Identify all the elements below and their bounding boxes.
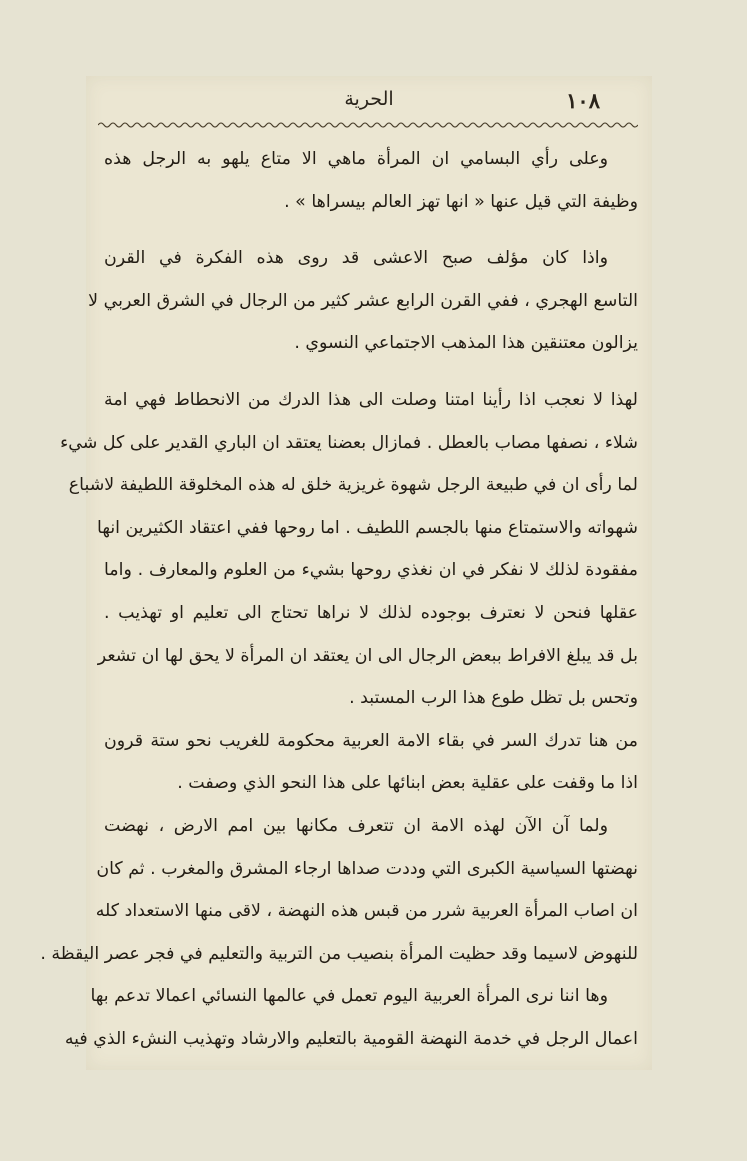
- text-line: وتحس بل تظل طوع هذا الرب المستبد .: [349, 688, 638, 709]
- text-line: وها اننا نرى المرأة العربية اليوم تعمل في عالمها النسائي اعمالا تدعم بها: [90, 986, 608, 1007]
- paragraph-5: [40, 805, 638, 975]
- page-number: ١٠٨: [566, 88, 600, 113]
- page-header: [86, 86, 652, 120]
- text-line: وظيفة التي قيل عنها « انها تهز العالم بيسراها » .: [284, 191, 638, 212]
- text-line: مفقودة لذلك لا نفكر في ان نغذي روحها بشيء من العلوم والمعارف . واما: [104, 560, 638, 581]
- paragraph-6: [64, 975, 638, 1060]
- text-line: شهواته والاستمتاع منها بالجسم اللطيف . اما روحها ففي اعتقاد الكثيرين انها: [97, 517, 638, 538]
- text-line: التاسع الهجري ، ففي القرن الرابع عشر كثير من الرجال في الشرق العربي لا: [88, 290, 638, 311]
- paragraph-4: [104, 720, 638, 805]
- paragraph-3: [60, 379, 638, 720]
- page-body: [40, 138, 638, 1060]
- text-line: بل قد يبلغ الافراط ببعض الرجال الى ان يعتقد ان المرأة لا يحق لها ان تشعر: [97, 645, 638, 666]
- text-line: ولما آن الآن لهذه الامة ان تتعرف مكانها بين امم الارض ، نهضت: [104, 815, 608, 836]
- text-line: للنهوض لاسيما وقد حظيت المرأة بنصيب من التربية والتعليم في فجر عصر اليقظة .: [40, 943, 638, 964]
- text-line: لهذا لا نعجب اذا رأينا امتنا وصلت الى هذا الدرك من الانحطاط فهي امة: [104, 389, 638, 410]
- text-line: اعمال الرجل في خدمة النهضة القومية بالتعليم والارشاد وتهذيب النشء الذي فيه: [64, 1028, 638, 1049]
- paragraph-2: [88, 237, 638, 365]
- text-line: اذا ما وقفت على عقلية بعض ابنائها على هذا النحو الذي وصفت .: [177, 773, 638, 794]
- text-line: واذا كان مؤلف صبح الاعشى قد روى هذه الفكرة في القرن: [104, 248, 608, 269]
- running-title: الحرية: [344, 88, 394, 110]
- text-line: نهضتها السياسية الكبرى التي وددت صداها ارجاء المشرق والمغرب . ثم كان: [96, 858, 638, 879]
- book-page: [40, 76, 652, 1070]
- wavy-rule: [98, 120, 638, 130]
- text-line: يزالون معتنقين هذا المذهب الاجتماعي النسوي .: [294, 333, 638, 354]
- text-line: وعلى رأي البسامي ان المرأة ماهي الا متاع يلهو به الرجل هذه: [104, 149, 608, 169]
- text-line: من هنا تدرك السر في بقاء الامة العربية محكومة للغريب نحو ستة قرون: [104, 730, 638, 751]
- text-line: شلاء ، نصفها مصاب بالعطل . فمازال بعضنا يعتقد ان الباري القدير على كل شيء: [60, 432, 638, 453]
- paragraph-1: [104, 138, 638, 223]
- text-line: ان اصاب المرأة العربية شرر من قبس هذه النهضة ، لاقى منها الاستعداد كله: [95, 901, 638, 922]
- text-line: لما رأى ان في طبيعة الرجل شهوة غريزية خلق له هذه المخلوقة اللطيفة لاشباع: [68, 475, 638, 496]
- text-line: عقلها فنحن لا نعترف بوجوده لذلك لا نراها تحتاج الى تعليم او تهذيب .: [104, 602, 638, 623]
